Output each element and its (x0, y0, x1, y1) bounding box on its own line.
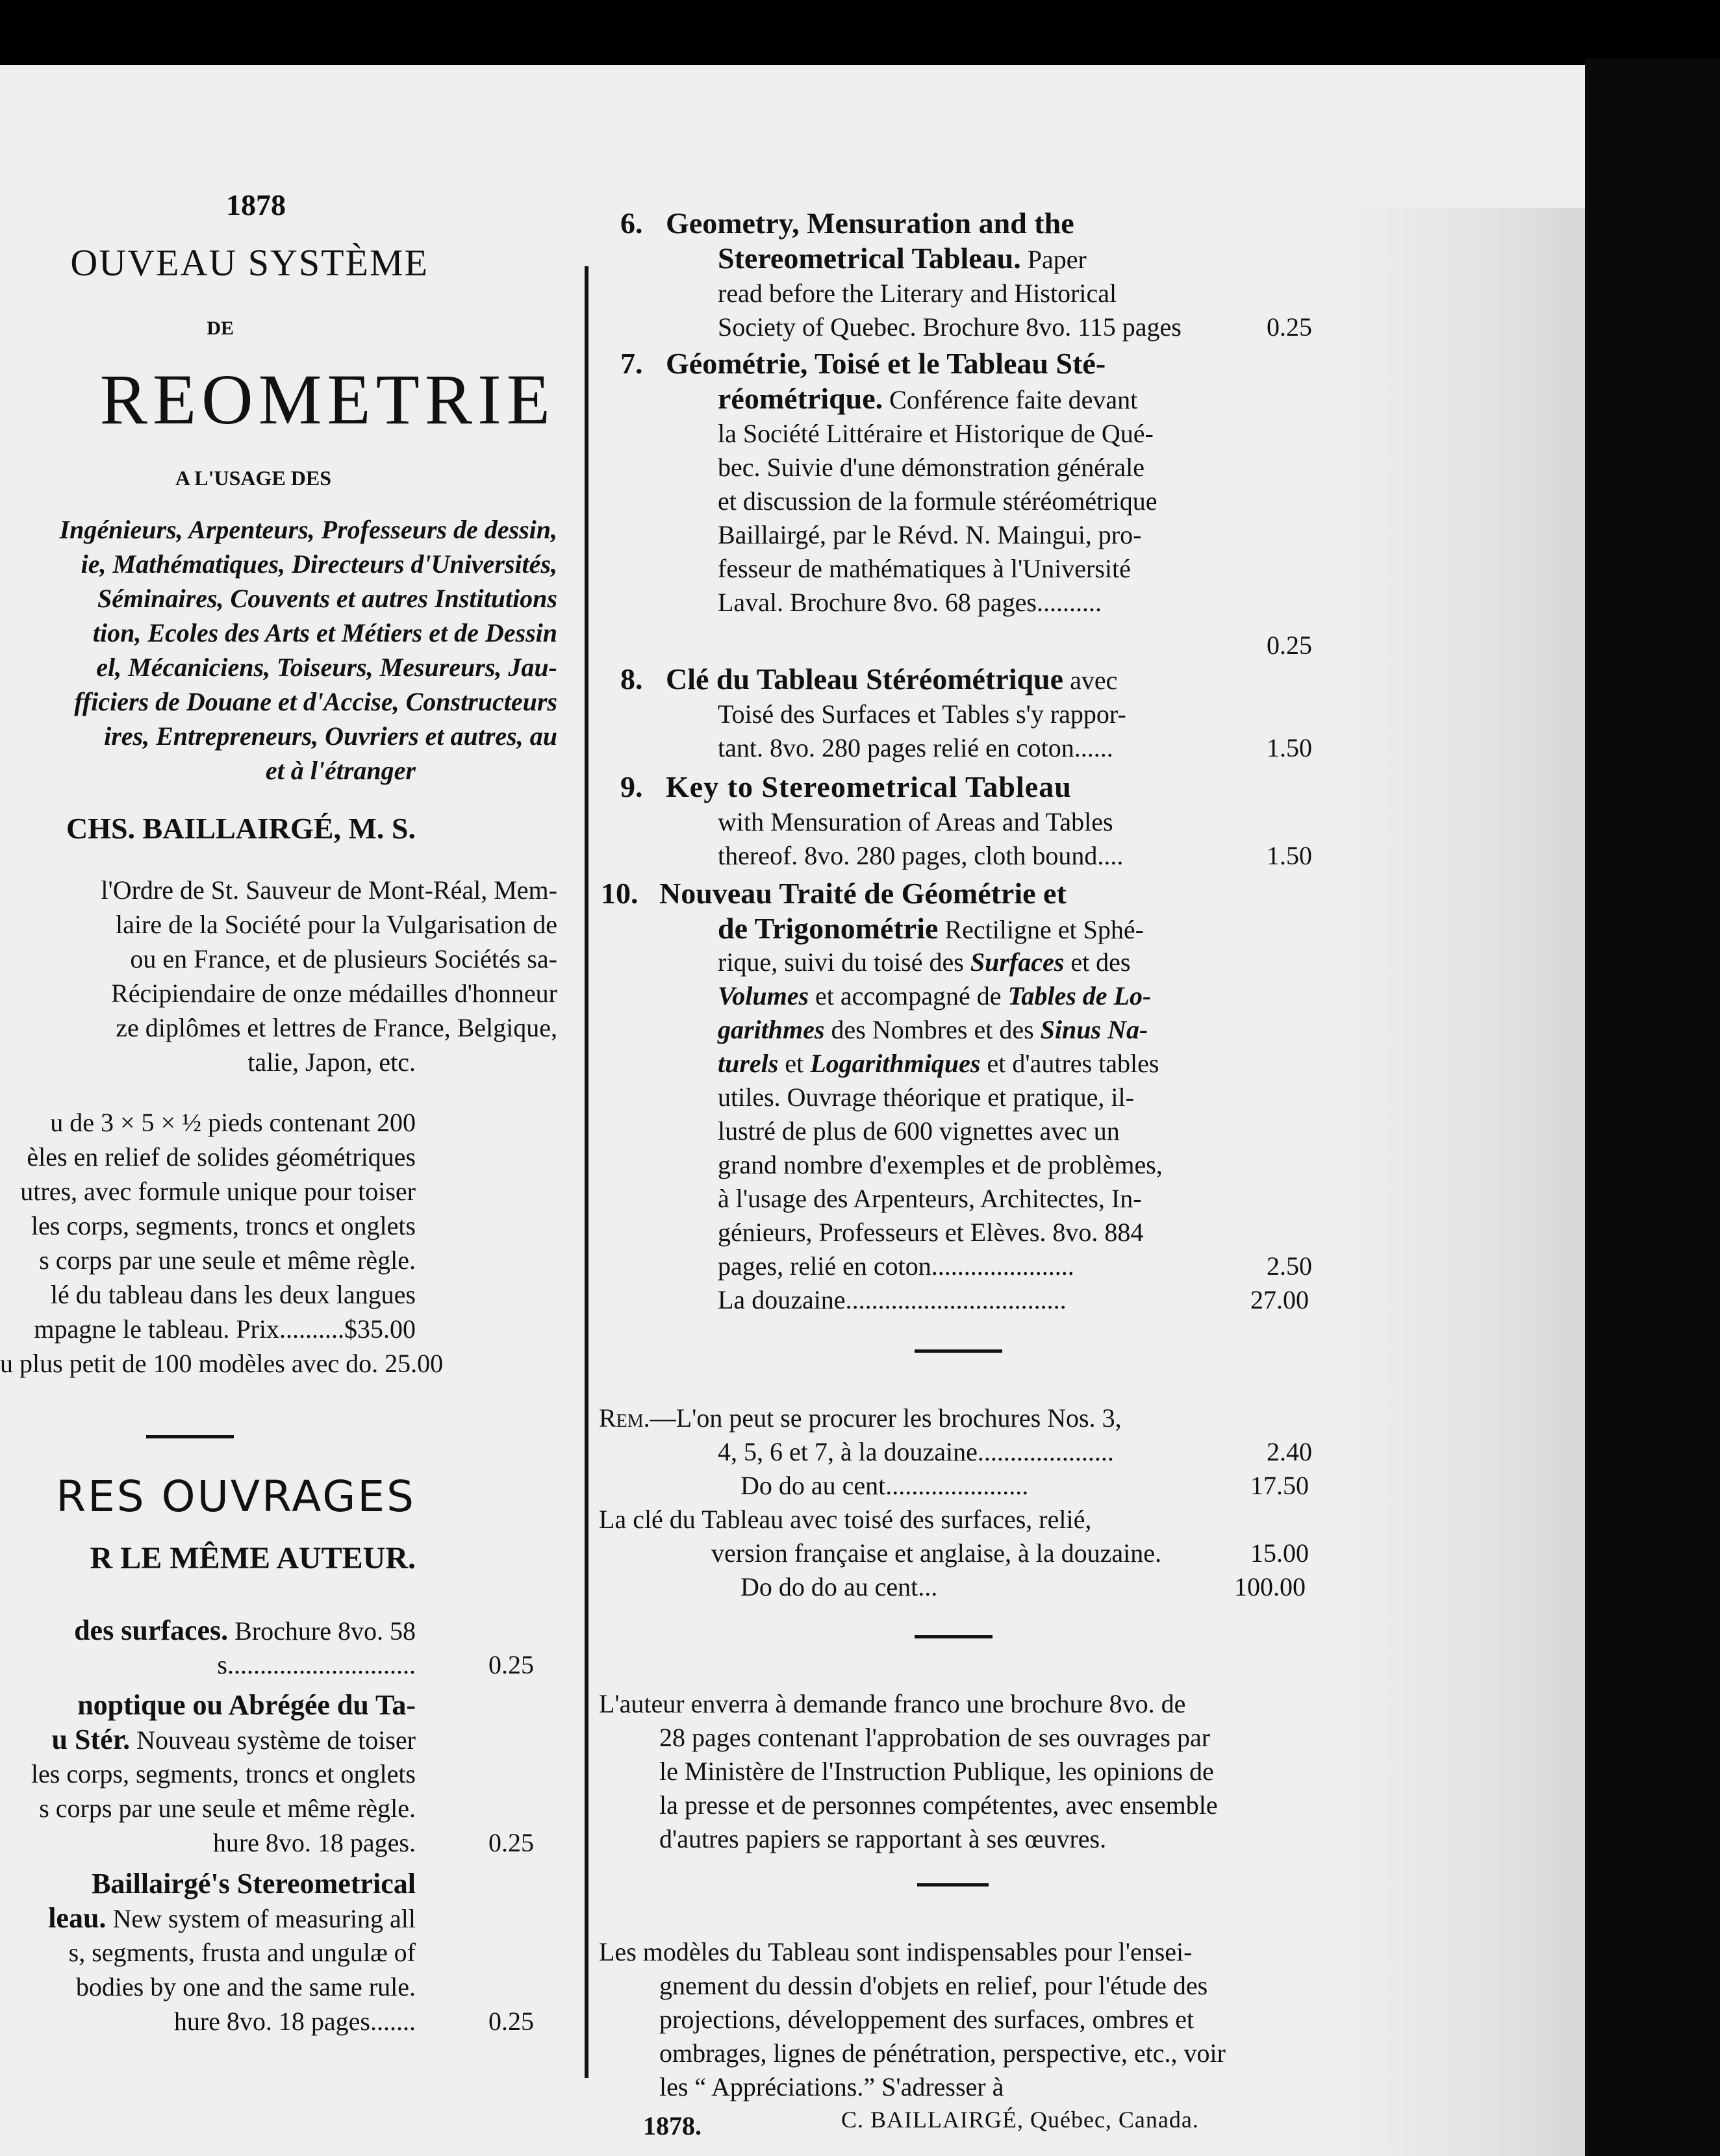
tableau-line: lé du tableau dans les deux langues (50, 1280, 416, 1309)
author-bio-line: l'Ordre de St. Sauveur de Mont-Réal, Mem- (101, 875, 557, 905)
audience-line: et à l'étranger (265, 756, 416, 785)
note-line: 28 pages contenant l'approbation de ses ouvrages par (659, 1723, 1211, 1752)
rem-text: La clé du Tableau avec toisé des surfaces, relié, (599, 1505, 1092, 1534)
item-title: Nouveau Traité de Géométrie et (659, 877, 1067, 910)
same-author-heading: R LE MÊME AUTEUR. (90, 1541, 416, 1575)
note-line: ombrages, lignes de pénétration, perspective, etc., voir (659, 2038, 1226, 2068)
work-price: 0.25 (488, 2007, 534, 2036)
item-text: Baillairgé, par le Révd. N. Maingui, pro- (718, 520, 1142, 549)
audience-line: ires, Entrepreneurs, Ouvriers et autres, au (104, 721, 557, 751)
item-emphasis: Sinus Na- (1040, 1015, 1148, 1044)
item-text: et des (1064, 947, 1131, 977)
work-title: u Stér. (51, 1724, 131, 1755)
note-line: le Ministère de l'Instruction Publique, les opinions de (659, 1757, 1214, 1786)
item-title: Stereometrical Tableau. (718, 242, 1021, 275)
item-text: with Mensuration of Areas and Tables (718, 807, 1113, 836)
item-emphasis: Volumes (718, 981, 809, 1010)
author-bio-line: Récipiendaire de onze médailles d'honneur (111, 979, 557, 1008)
item-text: La douzaine.................................. (718, 1285, 1067, 1314)
title-line-3: REOMETRIE (99, 360, 555, 439)
item-title: Geometry, Mensuration and the (666, 207, 1074, 240)
tableau-price-line: u plus petit de 100 modèles avec do. 25.00 (0, 1349, 444, 1378)
rem-price: 15.00 (1250, 1538, 1309, 1568)
section-rule (915, 1635, 993, 1638)
section-rule (917, 1883, 989, 1886)
item-text: grand nombre d'exemples et de problèmes, (718, 1150, 1163, 1179)
work-text: Brochure 8vo. 58 (228, 1616, 416, 1646)
item-text: et (778, 1049, 811, 1078)
author-bio-line: ze diplômes et lettres de France, Belgique, (116, 1013, 557, 1042)
item-text: et accompagné de (809, 981, 1008, 1010)
item-text: Conférence faite devant (883, 385, 1138, 414)
item-number: 8. (620, 662, 643, 696)
work-text: hure 8vo. 18 pages. (212, 1828, 416, 1857)
item-text: tant. 8vo. 280 pages relié en coton...... (718, 733, 1113, 762)
section-rule (915, 1349, 1002, 1353)
tableau-line: utres, avec formule unique pour toiser (20, 1177, 416, 1206)
item-text: à l'usage des Arpenteurs, Architectes, In- (718, 1184, 1142, 1213)
work-text: Nouveau système de toiser (130, 1725, 416, 1755)
work-title: leau. (48, 1902, 107, 1934)
scan-border (1585, 58, 1720, 2156)
rem-price: 100.00 (1234, 1572, 1306, 1601)
item-title: Key to Stereometrical Tableau (666, 770, 1072, 803)
title-line-1: OUVEAU SYSTÈME (70, 242, 429, 284)
work-text: hure 8vo. 18 pages....... (173, 2007, 416, 2036)
item-text: pages, relié en coton...................... (718, 1251, 1074, 1281)
audience-line: el, Mécaniciens, Toiseurs, Mesureurs, Jau- (96, 653, 557, 682)
item-text: la Société Littéraire et Historique de Qué- (718, 419, 1154, 448)
item-text: bec. Suivie d'une démonstration générale (718, 453, 1145, 482)
work-text: s corps par une seule et même règle. (39, 1794, 416, 1823)
item-text: rique, suivi du toisé des (718, 947, 970, 977)
item-text: des Nombres et des (824, 1015, 1041, 1044)
item-text: thereof. 8vo. 280 pages, cloth bound.... (718, 841, 1124, 870)
item-title: de Trigonométrie (718, 912, 939, 945)
item-emphasis: turels (718, 1049, 779, 1078)
item-emphasis: Surfaces (970, 947, 1065, 977)
item-text: lustré de plus de 600 vignettes avec un (718, 1116, 1120, 1146)
item-price: 1.50 (1267, 841, 1312, 870)
work-title: des surfaces. (74, 1614, 229, 1646)
work-text: s, segments, frusta and ungulæ of (68, 1938, 416, 1967)
note-line: projections, développement des surfaces, ombres et (659, 2005, 1195, 2034)
column-divider (585, 266, 588, 2078)
author-bio-line: talie, Japon, etc. (247, 1047, 416, 1077)
note-line: gnement du dessin d'objets en relief, pour l'étude des (659, 1971, 1208, 2000)
item-price: 27.00 (1250, 1285, 1309, 1314)
tableau-line: les corps, segments, troncs et onglets (31, 1211, 416, 1240)
work-title: noptique ou Abrégée du Ta- (77, 1689, 416, 1721)
note-line: la presse et de personnes compétentes, avec ensemble (659, 1790, 1218, 1820)
tableau-line: u de 3 × 5 × ½ pieds contenant 200 (50, 1108, 416, 1137)
item-text: Society of Quebec. Brochure 8vo. 115 pages (718, 312, 1182, 342)
bleed-through-shade (1325, 208, 1585, 2156)
tableau-line: èles en relief de solides géométriques (27, 1142, 416, 1172)
item-text: read before the Literary and Historical (718, 279, 1117, 308)
other-works-heading: RES OUVRAGES (56, 1472, 416, 1522)
document-page (0, 65, 1585, 2156)
item-price: 1.50 (1267, 733, 1312, 762)
item-number: 6. (620, 207, 643, 240)
item-title: Géométrie, Toisé et le Tableau Sté- (666, 347, 1106, 380)
item-emphasis: garithmes (718, 1015, 825, 1044)
footer-year: 1878. (643, 2111, 702, 2140)
item-text: et d'autres tables (980, 1049, 1159, 1078)
item-number: 10. (601, 877, 639, 910)
rem-text: —L'on peut se procurer les brochures Nos. 3, (650, 1403, 1122, 1433)
work-title: Baillairgé's Stereometrical (92, 1868, 416, 1899)
author-bio-line: laire de la Société pour la Vulgarisation de (116, 910, 557, 939)
item-price: 0.25 (1267, 631, 1312, 660)
rem-price: 17.50 (1250, 1471, 1309, 1500)
author-bio-line: ou en France, et de plusieurs Sociétés sa- (130, 944, 557, 973)
work-text: bodies by one and the same rule. (75, 1972, 416, 2001)
item-text: avec (1063, 666, 1118, 695)
item-number: 9. (620, 770, 643, 803)
work-text: les corps, segments, troncs et onglets (31, 1759, 416, 1788)
item-text: génieurs, Professeurs et Elèves. 8vo. 884 (718, 1218, 1144, 1247)
item-price: 0.25 (1267, 312, 1312, 342)
tableau-line: s corps par une seule et même règle. (39, 1246, 416, 1275)
note-line: d'autres papiers se rapportant à ses œuvres. (659, 1824, 1107, 1853)
item-text: Toisé des Surfaces et Tables s'y rappor- (718, 699, 1126, 729)
work-text: New system of measuring all (106, 1904, 416, 1933)
rem-text: Do do do au cent... (740, 1572, 938, 1601)
audience-line: fficiers de Douane et d'Accise, Constructeurs (74, 687, 557, 716)
item-title: Clé du Tableau Stéréométrique (666, 662, 1064, 696)
item-number: 7. (620, 347, 643, 380)
item-text: fesseur de mathématiques à l'Université (718, 554, 1131, 583)
audience-line: ie, Mathématiques, Directeurs d'Universités, (81, 549, 557, 579)
item-text: utiles. Ouvrage théorique et pratique, il- (718, 1083, 1134, 1112)
work-price: 0.25 (488, 1650, 534, 1679)
signature: C. BAILLAIRGÉ, Québec, Canada. (841, 2107, 1199, 2133)
item-title: réométrique. (718, 382, 883, 415)
rem-price: 2.40 (1267, 1437, 1312, 1466)
item-price: 2.50 (1267, 1251, 1312, 1281)
note-line: les “ Appréciations.” S'adresser à (659, 2072, 1004, 2101)
year-heading: 1878 (226, 188, 286, 221)
item-text: et discussion de la formule stéréométrique (718, 486, 1157, 516)
note-line: L'auteur enverra à demande franco une brochure 8vo. de (599, 1689, 1186, 1718)
audience-line: Ingénieurs, Arpenteurs, Professeurs de dessin, (59, 515, 557, 544)
tableau-price-line: mpagne le tableau. Prix..........$35.00 (34, 1314, 416, 1344)
item-text: Rectiligne et Sphé- (938, 915, 1144, 944)
usage-line: A L'USAGE DES (175, 466, 331, 490)
title-line-2: DE (207, 318, 234, 339)
author-name: CHS. BAILLAIRGÉ, M. S. (66, 812, 416, 845)
work-text: s............................. (217, 1650, 416, 1679)
rem-text: version française et anglaise, à la douzaine. (711, 1538, 1162, 1568)
note-line: Les modèles du Tableau sont indispensables pour l'ensei- (599, 1937, 1193, 1966)
item-emphasis: Tables de Lo- (1007, 981, 1152, 1010)
item-text: Laval. Brochure 8vo. 68 pages.......... (718, 588, 1102, 617)
item-text: Paper (1020, 245, 1087, 274)
work-price: 0.25 (488, 1828, 534, 1857)
rem-text: Do do au cent...................... (740, 1471, 1029, 1500)
audience-line: Séminaires, Couvents et autres Institutions (97, 584, 557, 613)
section-rule (146, 1435, 234, 1438)
rem-label: Rem. (599, 1403, 650, 1433)
rem-text: 4, 5, 6 et 7, à la douzaine..................... (718, 1437, 1114, 1466)
audience-line: tion, Ecoles des Arts et Métiers et de Dessin (92, 618, 557, 647)
item-emphasis: Logarithmiques (810, 1049, 981, 1078)
